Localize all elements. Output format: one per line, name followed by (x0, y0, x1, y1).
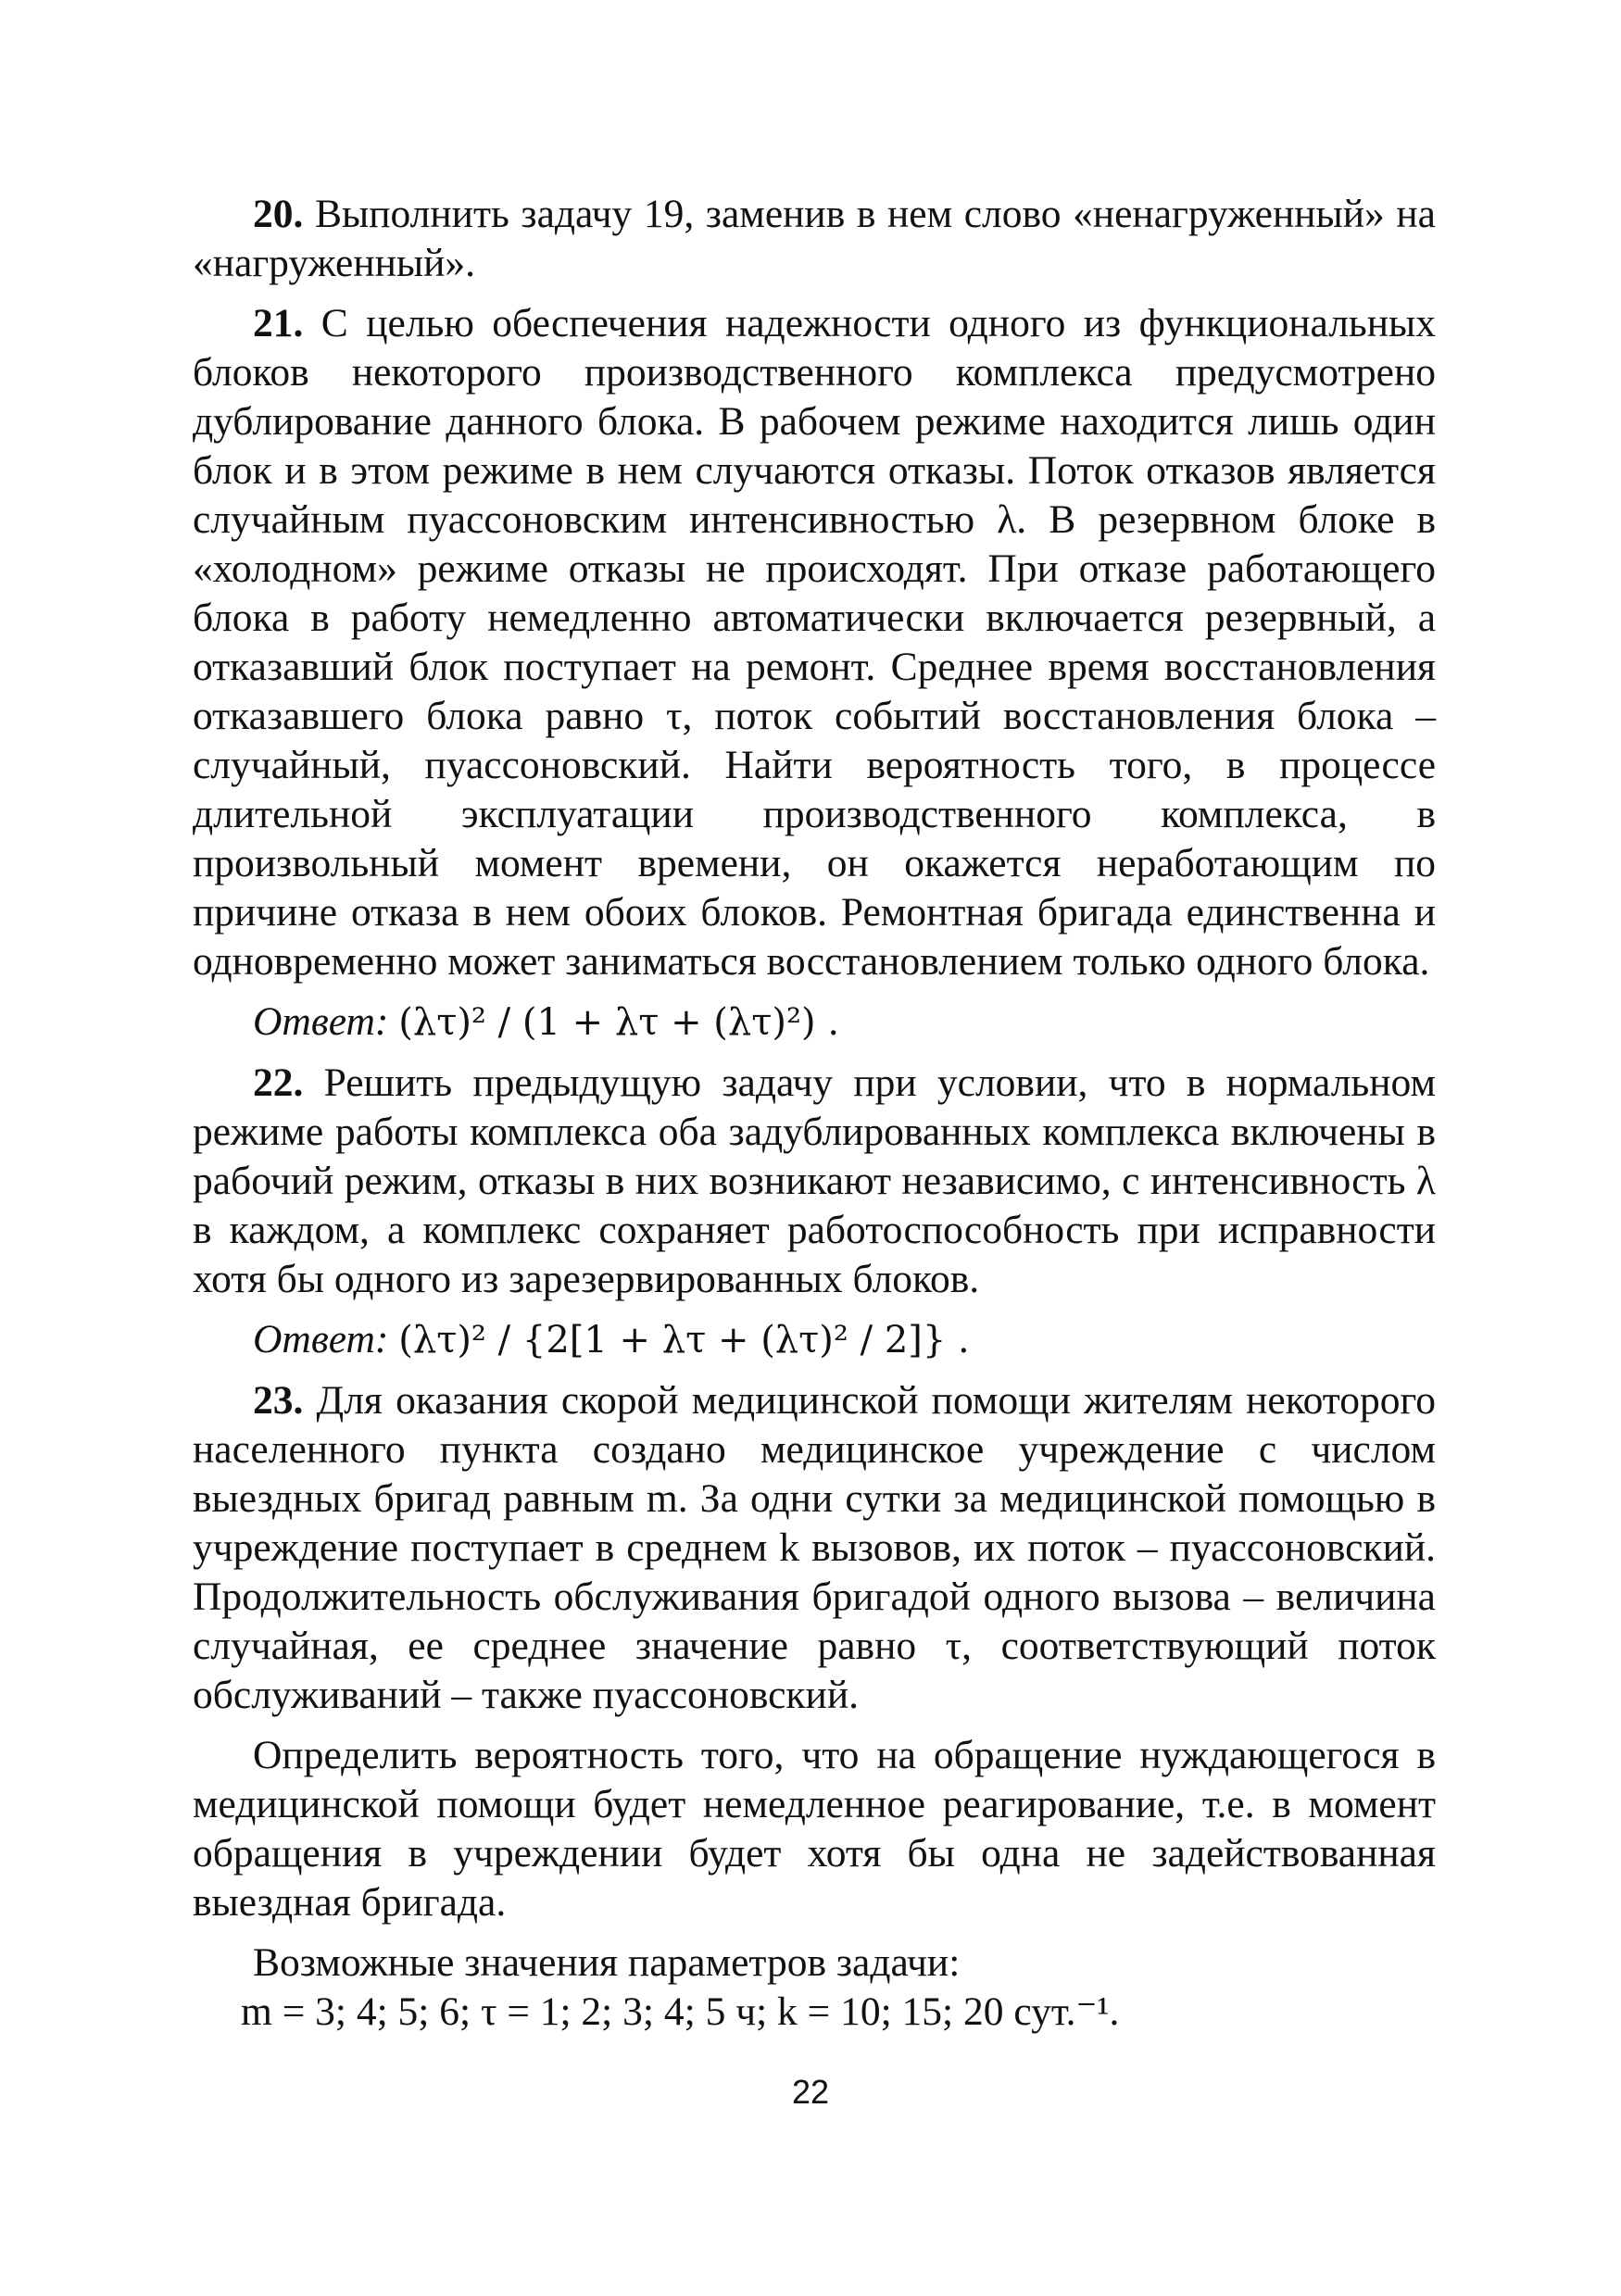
answer-label: Ответ: (253, 999, 389, 1044)
answer-22 (193, 1315, 1436, 1365)
problem-text: Для оказания скорой медицинской помощи жителям некоторого населенного пункта создано медицинское учреждение с числом выездных бригад равным m. За одни сутки за медицинской помощью в учреждение поступает в среднем k вызовов, их поток – пуассоновский. Продолжительность обслуживания бригадой одного вызова – величина случайная, ее среднее значение равно τ, соответствующий поток обслуживаний – также пуассоновский. (193, 1378, 1436, 1717)
problem-20 (193, 190, 1436, 288)
problem-number: 23. (253, 1378, 304, 1423)
answer-label: Ответ: (253, 1317, 389, 1361)
problem-21 (193, 299, 1436, 986)
problem-text: Выполнить задачу 19, заменив в нем слово «ненагруженный» на «нагруженный». (193, 192, 1436, 285)
answer-formula: (λτ)² / (1 + λτ + (λτ)²) . (398, 1001, 840, 1044)
page-number: 22 (791, 2073, 830, 2111)
problem-number: 22. (253, 1060, 304, 1105)
problem-23 (193, 1376, 1436, 1720)
problem-number: 20. (253, 192, 304, 236)
problem-23-continuation: Определить вероятность того, что на обращение нуждающегося в медицинской помощи будет немедленное реагирование, т.е. в момент обращения в учреждении будет хотя бы одна не задействованная выездная бригада. (193, 1733, 1436, 1925)
problem-number: 21. (253, 301, 304, 345)
problem-22 (193, 1059, 1436, 1304)
page-body (193, 190, 1436, 2037)
params-intro: Возможные значения параметров задачи: (253, 1940, 961, 1985)
params-line: m = 3; 4; 5; 6; τ = 1; 2; 3; 4; 5 ч; k = 10; 15; 20 сут.⁻¹. (241, 1989, 1120, 2034)
answer-formula: (λτ)² / {2[1 + λτ + (λτ)² / 2]} . (398, 1319, 970, 1361)
answer-21 (193, 997, 1436, 1048)
problem-text: С целью обеспечения надежности одного из функциональных блоков некоторого производственного комплекса предусмотрено дублирование данного блока. В рабочем режиме находится лишь один блок и в этом режиме в нем случаются отказы. Поток отказов является случайным пуассоновским интенсивностью λ. В резервном блоке в «холодном» режиме отказы не происходят. При отказе работающего блока в работу немедленно автоматически включается резервный, а отказавший блок поступает на ремонт. Среднее время восстановления отказавшего блока равно τ, поток событий восстановления блока – случайный, пуассоновский. Найти вероятность того, в процессе длительной эксплуатации производственного комплекса, в произвольный момент времени, он окажется неработающим по причине отказа в нем обоих блоков. Ремонтная бригада единственна и одновременно может заниматься восстановлением только одного блока. (193, 301, 1436, 984)
problem-text: Решить предыдущую задачу при условии, что в нормальном режиме работы комплекса оба задублированных комплекса включены в рабочий режим, отказы в них возникают независимо, с интенсивность λ в каждом, а комплекс сохраняет работоспособность при исправности хотя бы одного из зарезервированных блоков. (193, 1060, 1436, 1301)
